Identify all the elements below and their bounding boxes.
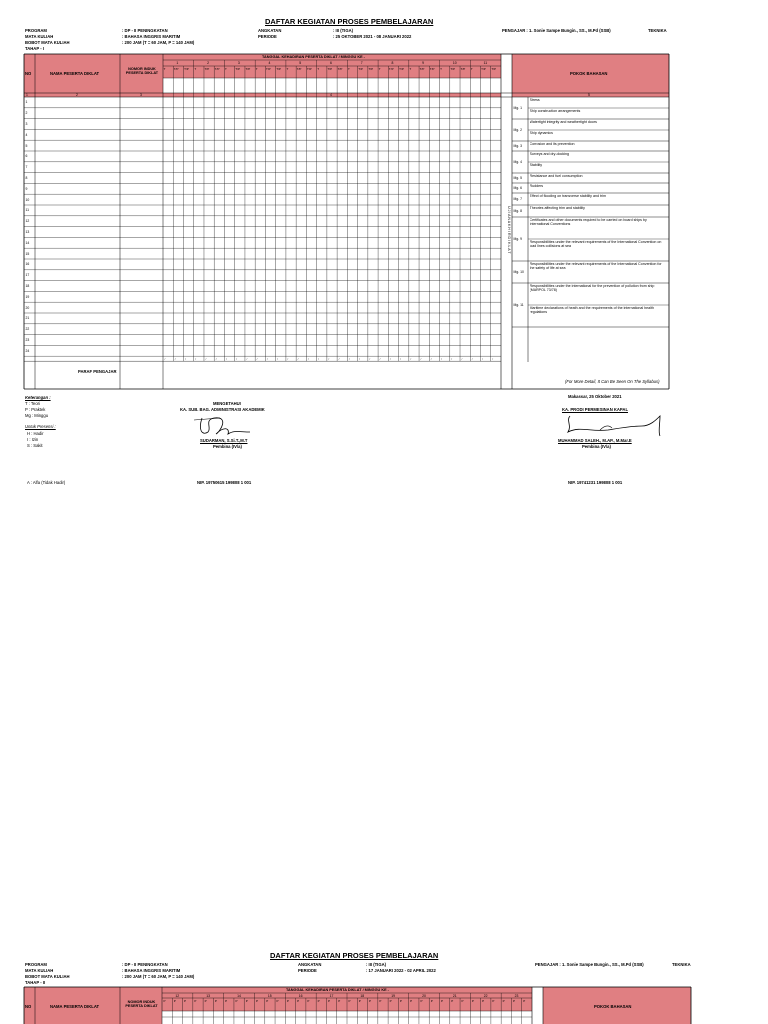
date-slot: / [451,356,453,361]
ket-teori: T : Teori [25,401,40,406]
topic-item: Ship dynamics [529,131,553,135]
week-marker: Mg. 11 [513,303,524,307]
sub-col-label: P [235,999,238,1003]
date-slot: / [236,356,238,361]
kaprodi-title: KA. PRODI PERMESINAN KAPAL [562,407,628,412]
week-label: 15 [267,993,272,998]
num-5: 5 [588,93,590,97]
sub-col-label: T/P [276,67,281,71]
sub-col-label: T/P [173,67,179,71]
date-slot: / [297,356,299,361]
keterangan-label: Keterangan : [25,395,51,400]
week-label: 9 [422,61,425,65]
matakuliah-value: : BAHASA INGGRIS MARITIM [122,34,181,39]
right-official-rank: Pembina (IV/a) [582,444,611,449]
sub-col-label: T/P [491,67,497,71]
week-label: 22 [483,993,488,998]
sub-col-label: P [379,999,382,1003]
row-number: 23 [25,338,30,342]
row-number: 1 [25,100,28,105]
sub-col-label: P [482,999,485,1003]
week-marker: Mg. 6 [513,186,522,190]
date-slot: / [348,356,350,361]
topic-item: Ship construction arrangements [529,109,581,113]
row-number: 9 [25,186,28,191]
date-slot: / [307,356,309,361]
num-1: 1 [26,93,28,97]
ujian-akhir-diklat: U J I A N A K H I R D I K L A T [507,206,511,254]
program-label: PROGRAM [25,28,47,33]
sub-col-label: T [317,67,320,71]
sub-col-label: T [225,67,227,71]
row-number: 22 [25,327,30,332]
date-slot: / [400,356,401,361]
topic-item: Maritime declarations of heath and the requirements of the international health regulations [529,306,654,315]
sub-col-label: T/P [296,67,302,71]
date-slot: / [338,356,340,361]
row-number: 12 [25,219,30,224]
angkatan-value: : III (TIGA) [333,28,354,33]
sub-col-label: P [358,999,361,1003]
pres-hadir: H : Hadir [27,431,44,436]
row-number: 20 [25,305,30,310]
pres-izin: I : Izin [27,437,39,442]
week-label: 1 [176,61,179,65]
topic-item: Resistance and fuel consumption [529,174,583,178]
date-slot: / [328,356,330,361]
week-marker: Mg. 5 [513,176,522,180]
sub-col-label: T/P [481,67,486,71]
tahap: TAHAP - I [25,46,44,51]
s2-col-tanggal: TANGGAL KEHADIRAN PESERTA DIKLAT / MINGGU KE - [286,988,389,992]
topic-item: Watertight integrity and weathertight doors [529,120,597,124]
sub-col-label: P [163,999,166,1003]
date-slot: / [430,356,432,361]
sub-col-label: P [492,999,495,1003]
row-number: 10 [25,197,30,202]
row-number: 4 [25,132,28,137]
sub-col-label: P [399,999,402,1003]
row-number: 5 [25,143,28,148]
row-number: 16 [25,262,30,267]
date-slot: / [287,356,289,361]
s2-periode-value: : 17 JANUARI 2022 - 02 APRIL 2022 [366,968,436,973]
sub-col-label: T [470,67,473,71]
col-no: NO [25,71,32,76]
kasubag-title: KA. SUB. BAG. ADMINISTRASI AKADEMIK [180,407,265,412]
sub-col-label: P [410,999,413,1003]
matakuliah-label: MATA KULIAH [25,34,54,39]
sub-col-label: T/P [327,67,333,71]
week-label: 23 [514,993,519,998]
sub-col-label: P [307,999,310,1003]
date-slot: / [420,356,422,361]
week-label: 4 [268,61,271,65]
sub-col-label: T/P [204,67,210,71]
sub-col-label: P [194,999,197,1003]
sub-col-label: P [348,999,351,1003]
row-number: 11 [25,208,30,213]
week-label: 8 [391,61,394,65]
city-date: Makassar, 25 Oktober 2021 [568,394,622,399]
topic-item: Certificates and other documents required to be carried on board ships by International Conventions [529,218,647,227]
sub-col-label: T/P [245,67,251,71]
sub-col-label: P [297,999,300,1003]
sub-col-label: T [378,67,381,71]
week-label: 21 [452,993,457,998]
sub-col-label: P [266,999,269,1003]
s2-angkatan-value: : III (TIGA) [366,962,387,967]
week-label: 17 [329,993,334,998]
left-official-rank: Pembina (IV/a) [213,444,242,449]
sub-col-label: T/P [214,67,220,71]
sub-col-label: P [430,999,433,1003]
week-label: 2 [207,61,209,65]
pres-alfa: A : Alfa (Tidak Hadir) [27,480,66,485]
week-label: 12 [175,993,180,998]
week-label: 19 [391,993,396,998]
s2-matakuliah-value: : BAHASA INGGRIS MARITIM [122,968,181,973]
date-slot: / [461,356,463,361]
s2-col-nomor: NOMOR INDUK PESERTA DIKLAT [125,1000,158,1009]
right-official-nip: NIP. 19741231 199808 1 001 [568,480,623,485]
row-number: 7 [25,165,28,170]
week-label: 20 [422,993,426,998]
mengetahui: MENGETAHUI [213,401,241,406]
week-marker: Mg. 1 [513,106,522,110]
sub-col-label: T/P [337,67,343,71]
sub-col-label: P [471,999,474,1003]
date-slot: / [184,356,186,361]
sub-col-label: P [338,999,341,1003]
s2-matakuliah-label: MATA KULIAH [25,968,54,973]
row-number: 13 [25,230,30,234]
sheet2-title: DAFTAR KEGIATAN PROSES PEMBELAJARAN [270,951,439,960]
week-label: 14 [237,993,241,998]
s2-col-nama: NAMA PESERTA DIKLAT [50,1004,100,1009]
row-number: 24 [25,348,30,353]
date-slot: / [359,356,360,361]
week-label: 18 [360,993,365,998]
sub-col-label: P [245,999,248,1003]
row-number: 18 [25,284,30,288]
s2-col-no: NO [25,1004,32,1009]
sub-col-label: P [461,999,464,1003]
s2-department: TEKNIKA [672,962,691,967]
sub-col-label: T/P [388,67,394,71]
s2-tahap: TAHAP - II [25,980,46,985]
sub-col-label: T [409,67,412,71]
row-number: 8 [25,176,28,180]
topic-item: Responsibilities under the relevant requirements of the International Convention on load lines collisions at sea [529,240,662,249]
week-label: 10 [452,61,457,65]
topic-item: Responsibilities under the international for the prevention of pollution from ship (MARPOL 73/78) [529,284,655,293]
week-label: 11 [483,61,488,65]
week-marker: Mg. 9 [513,237,522,241]
date-slot: / [266,356,268,361]
week-label: 6 [330,61,332,65]
date-slot: / [195,356,197,361]
topic-item: Theories affecting trim and stability [529,206,585,210]
num-4: 4 [330,93,332,97]
s2-bobot-label: BOBOT MATA KULIAH [25,974,70,979]
ket-praktek: P : Praktek [25,407,46,412]
paraf-pengajar: PARAF PENGAJAR [78,369,117,374]
s2-bobot-value: : 200 JAM (T = 60 JAM, P = 140 JAM) [122,974,195,979]
sub-col-label: P [502,999,505,1003]
date-slot: / [164,356,166,361]
row-number: 14 [25,240,30,245]
s2-periode-label: PERIODE [298,968,317,973]
sub-col-label: P [276,999,279,1003]
sub-col-label: P [214,999,217,1003]
col-nama: NAMA PESERTA DIKLAT [50,71,100,76]
date-slot: / [256,356,258,361]
date-slot: / [410,356,412,361]
s2-angkatan-label: ANGKATAN [298,962,322,967]
s2-pengajar: PENGAJAR : 1. Sonie Sampe Bungin., SS., M.Pd (SSB) [535,962,644,967]
periode-label: PERIODE [258,34,277,39]
sub-col-label: P [441,999,444,1003]
sub-col-label: P [512,999,515,1003]
angkatan-label: ANGKATAN [258,28,282,33]
row-number: 19 [25,294,30,299]
sheet-title: DAFTAR KEGIATAN PROSES PEMBELAJARAN [265,17,434,26]
week-label: 13 [206,993,211,998]
sub-col-label: T/P [184,67,189,71]
sub-col-label: T [440,67,442,71]
sub-col-label: P [523,999,526,1003]
week-marker: Mg. 7 [513,197,522,201]
topic-item: Rudders [529,184,544,188]
row-number: 21 [25,316,30,321]
week-marker: Mg. 8 [513,209,522,213]
sub-col-label: P [420,999,423,1003]
right-official-name: MUHAMMAD SALEH., M.AP., M.Mar.E [558,438,632,443]
sub-col-label: T/P [460,67,466,71]
num-2: 2 [76,93,78,97]
date-slot: / [174,356,176,361]
topic-item: Effect of flooding on transverse stability and trim [529,194,606,198]
topic-item: Corrosion and its prevention [529,142,575,146]
sub-col-label: T [255,67,258,71]
bobot-value: : 200 JAM (T = 60 JAM, P = 140 JAM) [122,40,195,45]
sub-col-label: P [369,999,372,1003]
row-number: 15 [25,251,30,256]
sub-col-label: T [347,67,350,71]
sub-col-label: T [194,67,197,71]
sub-col-label: P [204,999,207,1003]
untuk-presensi: Untuk Presensi : [25,424,56,429]
week-label: 5 [299,61,302,65]
week-label: 16 [298,993,303,998]
date-slot: / [318,356,319,361]
week-marker: Mg. 4 [513,160,522,164]
sub-col-label: T/P [399,67,404,71]
col-nomor: NOMOR INDUK PESERTA DIKLAT [125,67,159,76]
date-slot: / [246,356,248,361]
left-official-nip: NIP. 19750615 199808 1 001 [197,480,252,485]
sub-col-label: T/P [235,67,240,71]
topic-item: Responsibilities under the relevant requirements of the International Convention for the safety of life at sea [529,262,662,271]
week-label: 3 [237,61,240,65]
sub-col-label: T [286,67,289,71]
sub-col-label: P [225,999,228,1003]
sub-col-label: P [286,999,289,1003]
sub-col-label: P [451,999,454,1003]
topic-item: Stability [529,163,543,167]
sub-col-label: T [163,67,166,71]
pres-sakit: S : Sakit [27,443,43,448]
date-slot: / [482,356,483,361]
topic-item: Stress [529,98,540,102]
ket-minggu: Mg : Minggu [25,413,49,418]
date-slot: / [471,356,473,361]
sub-col-label: P [184,999,187,1003]
s2-program-value: : DP - II PENINGKATAN [122,962,168,967]
date-slot: / [277,356,278,361]
sub-col-label: P [317,999,320,1003]
sub-col-label: T/P [358,67,363,71]
sub-col-label: T/P [419,67,425,71]
sub-col-label: T/P [306,67,312,71]
date-slot: / [389,356,391,361]
week-label: 7 [360,61,363,65]
sub-col-label: T/P [429,67,435,71]
sub-col-label: T/P [266,67,271,71]
row-number: 6 [25,154,28,159]
date-slot: / [441,356,442,361]
department: TEKNIKA [648,28,667,33]
row-number: 2 [25,111,28,116]
sub-col-label: P [327,999,330,1003]
row-number: 3 [25,122,28,126]
left-official-name: SUDARMAN, S.Si.T.,M.T [200,438,248,443]
col-pokok: POKOK BAHASAN [570,71,608,76]
week-marker: Mg. 2 [513,128,522,132]
pengajar: PENGAJAR : 1. Sonie Sampe Bungin., SS., M.Pd (SSB) [502,28,611,33]
sub-col-label: T/P [450,67,456,71]
row-number: 17 [25,273,30,278]
bobot-label: BOBOT MATA KULIAH [25,40,70,45]
s2-program-label: PROGRAM [25,962,47,967]
date-slot: / [205,356,207,361]
date-slot: / [225,356,227,361]
sub-col-label: P [389,999,392,1003]
topic-item: Surveys and dry-docking [529,152,570,156]
num-3: 3 [140,93,142,97]
sub-col-label: T/P [368,67,374,71]
date-slot: / [492,356,494,361]
periode-value: : 25 OKTOBER 2021 - 08 JANUARI 2022 [333,34,412,39]
sub-col-label: P [173,999,176,1003]
date-slot: / [215,356,217,361]
week-marker: Mg. 3 [513,144,522,148]
week-marker: Mg. 10 [513,270,524,274]
col-tanggal: TANGGAL KEHADIRAN PESERTA DIKLAT / MINGGU KE - [262,55,365,59]
s2-col-pokok: POKOK BAHASAN [594,1004,632,1009]
syllabus-note: (For More Detail, It Can Be Seen On The Syllabus) [565,379,660,384]
date-slot: / [379,356,381,361]
program-value: : DP - II PENINGKATAN [122,28,168,33]
date-slot: / [369,356,371,361]
sub-col-label: P [256,999,259,1003]
